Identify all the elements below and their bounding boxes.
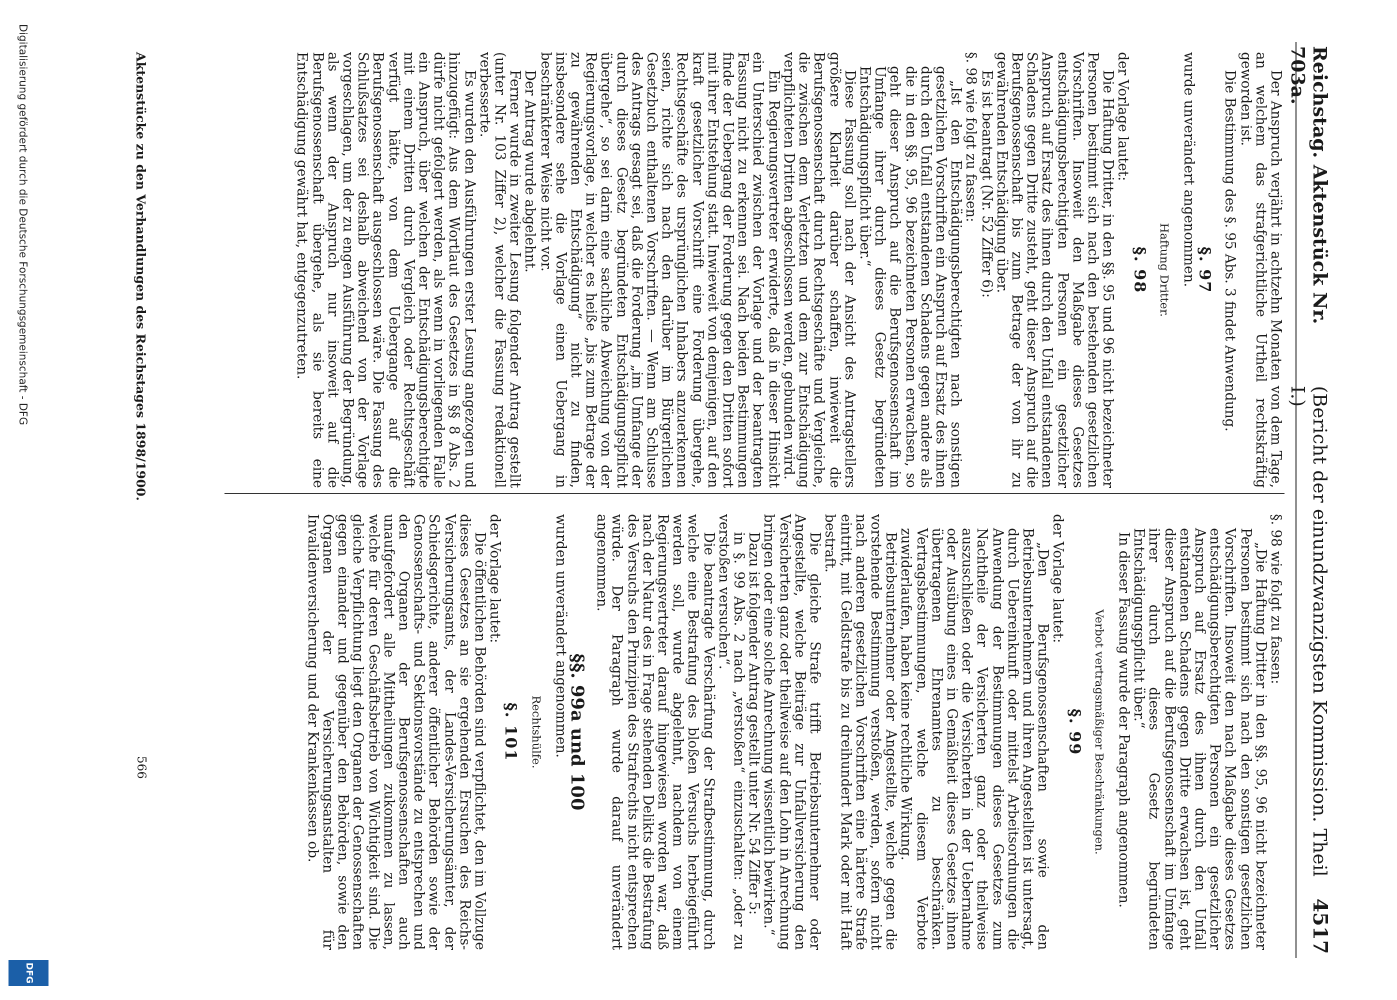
right-column xyxy=(304,514,1282,950)
section-heading: §. 101 xyxy=(501,702,521,762)
paragraph: wurden unverändert angenommen. xyxy=(552,514,569,758)
page-number: 4517 xyxy=(1308,898,1333,954)
digitization-note: Digitalisierung gefördert durch die Deutsche Forschungsgemeinschaft - DFG xyxy=(16,24,29,426)
paragraph: Die Haftung Dritter, in den §§. 95 und 96 nicht bezeichneter Personen bestimmt sich nach den bestehenden gesetzlichen Vorschriften. Insoweit den Maßgabe dieses Gesetzes entschädigungsberechtigten Personen ein gesetzlicher Anspruch auf Ersatz des ihnen durch den Unfall entstandenen Schadens gegen Dritte zusteht, geht dieser Anspruch auf die Berufsgenossenschaft bis zum Betrage der von ihr zu gewährenden Entschädigung über. xyxy=(993,52,1116,488)
paragraph: wurde unverändert angenommen. xyxy=(1180,52,1197,288)
paragraph: in §. 99 Abs. 2 nach „verstoßen“ einzuschalten: „oder zu verstoßen versuchen“. xyxy=(715,514,747,950)
side-heading: Verbot vertragsmäßiger Beschränkungen. xyxy=(1092,609,1107,855)
paragraph: Die gleiche Strafe trifft Betriebsunternehmer oder Angestellte, welche Beiträge zur Unfallversicherung den Versicherten ganz oder theilweise auf den Lohn in Anrechnung bringen oder eine solche Anrechnung wissentlich bewirken.“ xyxy=(761,514,823,951)
footer-sheet-number: 566 xyxy=(134,756,149,779)
paragraph: Diese Fassung soll nach der Ansicht des Antragstellers größere Klarheit darüber schaffen, inwieweit die Berufsgenossenschaft durch Rechtsgeschäfte und Vergleiche, die zwischen dem Verletzten und dem zur Entschädigung verpflichteten Dritten abgeschlossen werden, gebunden wird. xyxy=(780,52,858,488)
quoted-paragraph: „Ist den Entschädigungsberechtigten nach sonstigen gesetzlichen Vorschriften ein Anspruch auf Ersatz des ihnen durch den Unfall entstandenen Schadens gegen andere als die in den §§. 95, 96 bezeichneten Personen erwachsen, so geht dieser Anspruch auf die Berufsgenossenschaft im Umfange ihrer durch dieses Gesetz begründeten Entschädigungspflicht über.“ xyxy=(856,66,964,488)
header-left: Reichstag. Aktenstück Nr. 703a. xyxy=(1286,46,1331,325)
paragraph: Es wurden den Ausführungen erster Lesung angezogen und hinzugefügt: Aus dem Wortlaut des Gesetzes in §§ 8 Abs. 2 dürfe nicht gefolgert werden, als wenn in vorliegenden Falle ein Anspruch, über welchen der Entschädigungsberechtigte mit einem Dritten durch Vergleich oder Rechtsgeschäft verfügt hätte, von dem Uebergange auf die Berufsgenossenschaft ausgeschlossen wäre. Die Fassung des Schlußsatzes sei deshalb abweichend von der Vorlage vorgeschlagen, um der zu engen Ausführung der Begründung, als wenn der Anspruch nur insoweit auf die Berufsgenossenschaft übergehe, als sie bereits eine Entschädigung gewährt hat, entgegenzutreten. xyxy=(293,52,478,488)
section-heading: §. 97 xyxy=(1195,246,1215,294)
section-heading: §. 98 xyxy=(1130,246,1150,294)
heading-block xyxy=(501,514,521,950)
left-column xyxy=(294,52,1283,488)
paragraph: Der Anspruch verjährt in achtzehn Monaten von dem Tage, an welchem das strafgerichtliche Urtheil rechtskräftig geworden ist. xyxy=(1237,52,1284,488)
section-heading: §. 99 xyxy=(1065,708,1085,756)
heading-block xyxy=(1091,514,1106,950)
paragraph: §. 98 wie folgt zu fassen: xyxy=(1267,514,1284,685)
heading-block xyxy=(1195,52,1215,488)
paragraph: §. 98 wie folgt zu fassen: xyxy=(962,52,979,223)
paragraph: Ein Regierungsvertreter erwiderte, daß in dieser Hinsicht ein Unterschied zwischen der Vorlage und der beantragten Fassung nicht zu erkennen sei. Nach beiden Bestimmungen finde der Uebergang der Forderung gegen den Dritten sofort mit ihrer Entstehung statt. Inwieweit von demjenigen, auf den kraft gesetzlicher Vorschrift eine Forderung übergehe, Rechtsgeschäfte des ursprünglichen Inhabers anzuerkennen seien, richte sich nach den darüber im Bürgerlichen Gesetzbuch enthaltenen Vorschriften. — Wenn am Schlusse des Antrags gesagt sei, daß die Forderung „im Umfange der durch dieses Gesetz begründeten Entschädigungspflicht übergehe“, so sei darin eine sachliche Abweichung von der Regierungsvorlage, in welcher es heiße „bis zum Betrage der zu gewährenden Entschädigung“ nicht zu finden, insbesondere sehe die Vorlage einen Uebergang in beschränkterer Weise nicht vor. xyxy=(537,52,782,488)
section-heading: §§. 99a und 100 xyxy=(566,653,588,811)
quoted-paragraph: „Den Berufsgenossenschaften sowie den Betriebsunternehmern und ihren Angestellten ist untersagt, durch Uebereinkunft oder mittelst Arbeitsordnungen die Anwendung der Bestimmungen dieses Gesetzes zum Nachtheile der Versicherten ganz oder theilweise auszuschließen oder die Versicherten in der Uebernahme oder Ausübung eines in Gemäßheit dieses Gesetzes ihnen übertragenen Ehrenamtes zu beschränken. Vertragsbestimmungen, welche diesem Verbote zuwiderlaufen, haben keine rechtliche Wirkung. xyxy=(897,528,1051,950)
dfg-logo: DFG xyxy=(9,960,49,986)
paragraph: Der Antrag wurde abgelehnt. xyxy=(521,70,538,273)
paragraph: Ferner wurde in zweiter Lesung folgender Antrag gestellt (unter Nr. 103 Ziffer 2), welcher die Fassung redaktionell verbesserte. xyxy=(476,52,523,488)
paragraph: In dieser Fassung wurde der Paragraph angenommen. xyxy=(1115,532,1132,908)
page-header xyxy=(1286,46,1333,954)
heading-block xyxy=(1156,52,1171,488)
document-page xyxy=(72,16,1355,984)
paragraph: der Vorlage lautet: xyxy=(1049,514,1066,644)
paragraph: Dazu ist folgender Antrag gestellt unter Nr. 54 Ziffer 5: xyxy=(745,532,762,915)
paragraph: Die beantragte Verschärfung der Strafbestimmung, durch welche eine Bestrafung des bloßen Versuchs herbeigeführt werden soll, wurde abgelehnt, nachdem von einem Regierungsvertreter darauf hingewiesen worden war, daß nach der Natur des in Frage stehenden Delikts die Bestrafung des Versuchs den Prinzipien des Strafrechts nicht entsprechen würde. Der Paragraph wurde darauf unverändert angenommen. xyxy=(593,514,717,950)
side-heading: Haftung Dritter. xyxy=(1157,223,1172,317)
column-divider xyxy=(225,493,1285,494)
paragraph: Betriebsunternehmer oder Angestellte, welche gegen die vorstehende Bestimmung verstoßen, werden, sofern nicht nach anderen gesetzlichen Vorschriften eine härtere Strafe eintritt, mit Geldstrafe bis zu dreihundert Mark oder mit Haft bestraft. xyxy=(821,514,899,950)
header-rule xyxy=(1296,42,1297,958)
paragraph: Die Bestimmung des §. 95 Abs. 3 findet Anwendung. xyxy=(1221,70,1238,432)
side-heading: Rechtshülfe. xyxy=(529,695,544,769)
heading-block xyxy=(1065,514,1085,950)
footer-source: Aktenstücke zu den Verhandlungen des Reichstages 1898/1900. xyxy=(133,52,149,501)
paragraph: Es ist beantragt (Nr. 52 Ziffer 6): xyxy=(978,70,995,298)
quoted-paragraph: „Die Haftung Dritter in den §§. 95, 96 nicht bezeichneter Personen bestimmt sich nach den sonstigen gesetzlichen Vorschriften. Insoweit den nach Maßgabe dieses Gesetzes entschädigungsberechtigten Personen ein gesetzlicher Anspruch auf Ersatz des ihnen durch den Unfall entstandenen Schadens gegen Dritte erwachsen ist, geht dieser Anspruch auf die Berufsgenossenschaft im Umfange ihrer durch dieses Gesetz begründeten Entschädigungspflicht über.“ xyxy=(1130,528,1269,950)
header-center: (Bericht der einundzwanzigsten Kommission. Theil I.) xyxy=(1286,385,1331,877)
paragraph: der Vorlage lautet: xyxy=(486,514,503,644)
paragraph: Die öffentlichen Behörden sind verpflichtet, den im Vollzuge dieses Gesetzes an sie ergehenden Ersuchen des Reichs-Versicherungsamts, der Landes-Versicherungsämter, der Schiedsgerichte, anderer öffentlicher Behörden sowie der Genossenschafts- und Sektionsvorstände zu entsprechen und den Organen der Berufsgenossenschaften auch unaufgefordert alle Mittheilungen zukommen zu lassen, welche für deren Geschäftsbetrieb von Wichtigkeit sind. Die gleiche Verpflichtung liegt den Organen der Genossenschaften gegen einander und gegenüber den Behörden, sowie den Organen der Versicherungsanstalten für Invalidenversicherung und der Krankenkassen ob. xyxy=(304,514,488,950)
heading-block xyxy=(1130,52,1150,488)
heading-block xyxy=(566,514,588,950)
paragraph: der Vorlage lautet: xyxy=(1114,52,1131,182)
heading-block xyxy=(528,514,543,950)
